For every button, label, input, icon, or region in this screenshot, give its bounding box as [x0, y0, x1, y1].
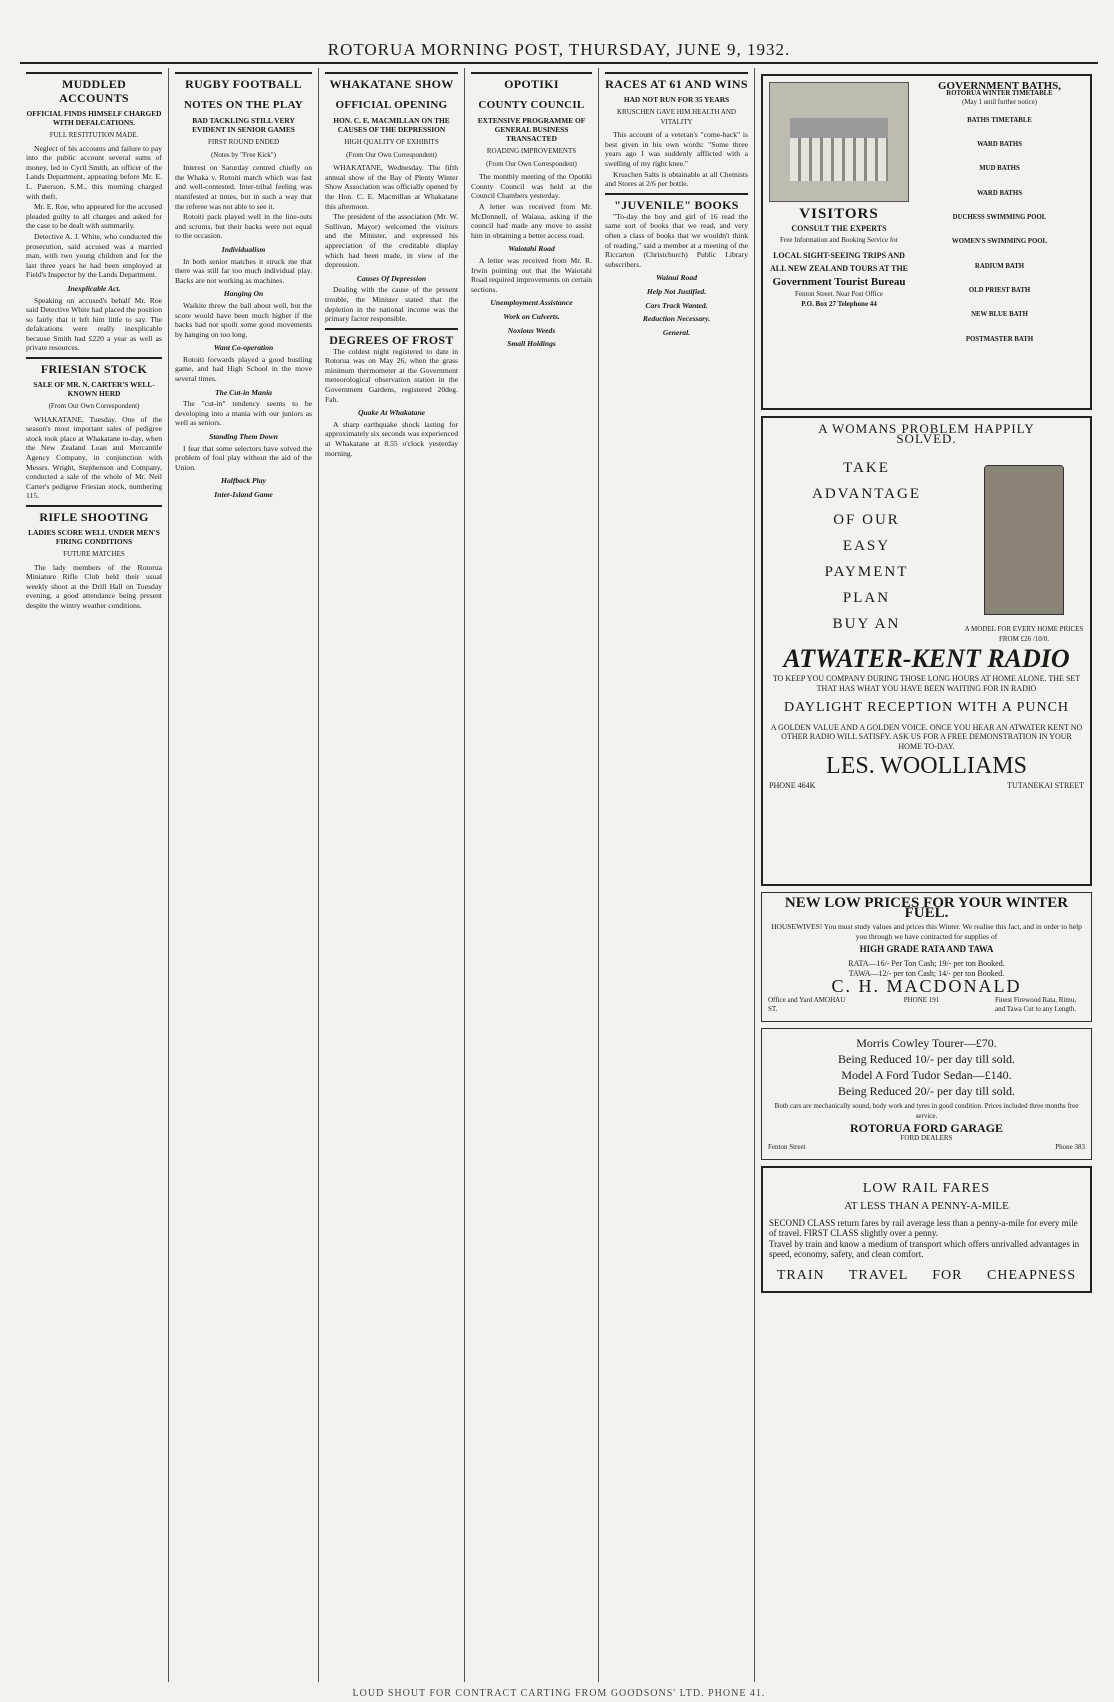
radio-cabinet-image [984, 465, 1064, 615]
section-heading: Waiotahi Road [508, 244, 555, 254]
paragraph: WHAKATANE, Tuesday. One of the season's most important sales of pedigree stock took place at Whakatane to-day, when the New Zealand Loan and Mercantile Agency Company, in conjunction with Messrs. Wright, Stephenson and Company, conducted a sale of the whole of Mr. Neil Carter's pedigree Friesian stock, numbering 115. [26, 414, 162, 501]
firewood-note: Finest Firewood Rata, Rimu, and Tawa Cut to any Length. [995, 995, 1077, 1014]
rail-fares-advertisement [761, 1166, 1092, 1293]
ad-headline: LOW RAIL FARES [862, 1180, 991, 1196]
section-heading: Individualism [221, 244, 266, 254]
ad-text: HIGH GRADE RATA AND TAWA [859, 944, 994, 955]
byline: (From Our Own Correspondent) [486, 159, 577, 168]
subhead: SALE OF MR. N. CARTER'S WELL-KNOWN HERD [33, 380, 155, 399]
section-heading: Work on Culverts. [503, 311, 560, 321]
paragraph: The "cut-in" tendency seems to be developing into a mania with our juniors as well as seniors. [175, 399, 312, 428]
headline: DEGREES OF FROST [325, 328, 458, 347]
paragraph: The monthly meeting of the Opotiki County Council was held at the Council Chambers yesterday. [471, 172, 592, 201]
paragraph: The coldest night registered to date in Rotorua was on May 26, when the grass minimum thermometer at the Government meteorological observation station in the Government Gardens, registered 20deg. Fah. [325, 346, 458, 404]
section-heading: General. [662, 327, 691, 337]
subhead: KRUSCHEN GAVE HIM HEALTH AND VITALITY [616, 108, 736, 126]
ad-line: PLAN [842, 590, 891, 607]
timetable-line: DUCHESS SWIMMING POOL [952, 214, 1047, 222]
section-heading: Quake At Whakatane [357, 408, 426, 418]
merchant-office: Office and Yard AMOHAU ST. [768, 995, 846, 1014]
paragraph: A letter was received from Mr. McDonnell, of Waiaua, asking if the council had made any move to assist him in obtaining a better access road. [471, 201, 592, 240]
paragraph: Interest on Saturday centred chiefly on the Whaka v. Rotoiti match which was fast and well-contested. Inter-tribal feeling was manifested at times, but in such a way that the referee was not able to see it. [175, 163, 312, 211]
subhead: FIRST ROUND ENDED [207, 138, 280, 146]
consult-line: CONSULT THE EXPERTS [791, 223, 887, 233]
brand-name: ATWATER-KENT RADIO [783, 644, 1070, 674]
info-line: Free Information and Booking Service for [780, 236, 898, 245]
merchant-name: C. H. MACDONALD [831, 976, 1022, 997]
bottom-advert-strip: LOUD SHOUT FOR CONTRACT CARTING FROM GOODSONS' LTD. PHONE 41. [352, 1688, 766, 1699]
paragraph: Detective A. J. White, who conducted the prosecution, said accused was a married man, with two young children and for the last three years he had been employed at Field's Inspector by the Lands Department. [26, 231, 162, 280]
masthead [20, 40, 1098, 64]
paragraph: In both senior matches it struck me that there was still far too much individual play. Backs are not working as machines. [175, 256, 312, 285]
section-heading: Hanging On [223, 289, 264, 299]
headline: MUDDLED ACCOUNTS [26, 72, 162, 105]
model-note: A MODEL FOR EVERY HOME PRICES FROM £26 /10/0. [964, 625, 1084, 643]
merchant-phone: PHONE 191 [903, 995, 940, 1004]
bureau-address: Fenton Street. Near Post Office [795, 290, 883, 299]
section-heading: Want Co-operation [213, 343, 274, 353]
ad-line: EASY [842, 538, 891, 555]
section-heading: Causes Of Depression [356, 273, 427, 283]
section-heading: Small Holdings [507, 339, 556, 349]
timetable-line: WOMEN'S SWIMMING POOL [951, 238, 1048, 246]
headline: COUNTY COUNCIL [478, 99, 585, 111]
timetable-line: MUD BATHS [979, 165, 1020, 173]
paragraph: WHAKATANE, Wednesday. The fifth annual show of the Bay of Plenty Winter Show Association was officially opened by the Hon. C. E. Macmillan at Whakatane this afternoon. [325, 163, 458, 211]
section-heading: Noxious Weeds [507, 325, 556, 335]
subhead: BAD TACKLING STILL VERY EVIDENT IN SENIOR GAMES [192, 116, 295, 134]
timetable-line: WARD BATHS [976, 141, 1022, 149]
ad-text: TO KEEP YOU COMPANY DURING THOSE LONG HOURS AT HOME ALONE. THE SET THAT HAS WHAT YOU HAVE BEEN WAITING FOR IN RADIO [772, 673, 1081, 693]
visitors-heading: VISITORS [799, 206, 879, 222]
paragraph: The lady members of the Rotorua Miniature Rifle Club held their usual weekly shoot at the Drill Hall on Tuesday evening, a good attendance being present despite the wintry weather conditions. [26, 562, 162, 610]
price-line: RATA—16/- Per Ton Cash; 19/- per ton Booked. [848, 958, 1005, 968]
headline: OFFICIAL OPENING [335, 99, 448, 111]
subhead: EXTENSIVE PROGRAMME OF GENERAL BUSINESS TRANSACTED [477, 116, 586, 143]
dealer-phone: PHONE 464K [769, 781, 816, 791]
ad-line: BUY AN [832, 616, 901, 633]
paragraph: Waikite threw the ball about well, but the score would have been much higher if the backs had not spoilt some good movements by hanging on too long. [175, 300, 312, 339]
paragraph: A letter was received from Mr. R. Irwin pointing out that the Waiotahi Road required improvements on certain sections. [471, 255, 592, 294]
timetable-line: WARD BATHS [976, 189, 1022, 197]
ad-footer: TRAIN TRAVEL FOR CHEAPNESS [776, 1268, 1077, 1284]
paragraph: "To-day the boy and girl of 16 read the same sort of books that we read, and very often a class of books that we wouldn't think of reading," said a member at a meeting of the Riccarton (Christchurch) Public Library subscribers. [605, 211, 748, 269]
timetable-line: NEW BLUE BATH [971, 311, 1028, 319]
section-heading: Inter-Island Game [214, 490, 273, 499]
car-offer: Being Reduced 10/- per day till sold. [838, 1051, 1015, 1066]
paragraph: I fear that some selectors have solved the problem of foul play without the aid of the Union. [175, 443, 312, 472]
winter-fuel-advertisement [761, 892, 1092, 1022]
baths-advertisement [761, 74, 1092, 410]
dealer-street: TUTANEKAI STREET [1007, 781, 1084, 791]
atwater-kent-advertisement [761, 416, 1092, 886]
headline: WHAKATANE SHOW [325, 72, 458, 91]
paragraph: Kruschen Salts is obtainable at all Chemists and Stores at 2/6 per bottle. [605, 169, 748, 189]
garage-type: FORD DEALERS [900, 1133, 953, 1142]
ad-headline: NEW LOW PRICES FOR YOUR WINTER FUEL. [784, 895, 1069, 921]
paragraph: Neglect of his accounts and failure to pay into the public account several sums of money, led to Cyril Smith, an officer of the Lands Department, appearing before Mr. E. L. Paterson, S.M., this morning charged with theft. [26, 143, 162, 201]
ad-subheadline: AT LESS THAN A PENNY-A-MILE [844, 1199, 1009, 1212]
advertisement-column [754, 68, 1098, 1682]
paragraph: Mr. E. Roe, who appeared for the accused pleaded guilty to all charges and asked for the case to be dealt with summarily. [26, 202, 162, 231]
timetable-line: OLD PRIEST BATH [968, 286, 1031, 294]
paragraph: Dealing with the cause of the present trouble, the Minister stated that the depletion in the national income was the primary factor responsible. [325, 285, 458, 324]
subhead: OFFICIAL FINDS HIMSELF CHARGED WITH DEFALCATIONS. [26, 109, 162, 127]
column-muddled-accounts [20, 68, 168, 1682]
ad-text: Travel by train and know a medium of transport which offers unrivalled advantages in speed, economy, safety, and clean comfort. [769, 1239, 1080, 1259]
headline: OPOTIKI [471, 72, 592, 91]
bath-timetable [915, 82, 1084, 402]
timetable-line: BATHS TIMETABLE [967, 116, 1032, 124]
price-line: TAWA—12/- per ton Cash; 14/- per ton Booked. [848, 968, 1005, 978]
subhead: (From Our Own Correspondent) [48, 402, 140, 411]
bureau-name: Government Tourist Bureau [772, 275, 906, 288]
section-heading: Inexplicable Act. [67, 283, 121, 293]
timetable-line: POSTMASTER BATH [965, 335, 1034, 343]
paragraph: Rotoiti forwards played a good bustling game, and had High School in the move several times. [175, 354, 312, 384]
subhead: FULL RESTITUTION MADE. [49, 131, 139, 139]
subhead: HIGH QUALITY OF EXHIBITS [344, 138, 439, 146]
garage-phone: Phone 383 [1055, 1143, 1085, 1152]
column-rugby-football [168, 68, 318, 1682]
section-heading: The Cut-in Mania [215, 387, 272, 397]
garage-name: ROTORUA FORD GARAGE [849, 1121, 1004, 1136]
section-heading: Halfback Play [221, 476, 266, 486]
car-offer: Being Reduced 20/- per day till sold. [838, 1083, 1015, 1098]
headline: RACES AT 61 AND WINS [605, 72, 748, 91]
paragraph: A sharp earthquake shock lasting for approximately six seconds was experienced at Whakatane at 8.55 o'clock yesterday morning. [325, 419, 458, 458]
ad-text: SECOND CLASS return fares by rail average less than a penny-a-mile for every mile of travel. FIRST CLASS slightly over a penny. [769, 1218, 1078, 1238]
section-heading: Help Not Justified. [646, 286, 707, 296]
paragraph: Rotoiti pack played well in the line-outs and scrums, but their backs were not equal to the occasion. [175, 212, 312, 241]
byline: (Notes by "Free Kick") [210, 150, 276, 159]
dealer-name: LES. WOOLLIAMS [826, 752, 1027, 779]
subhead: HON. C. E. MACMILLAN ON THE CAUSES OF THE DEPRESSION [333, 116, 450, 134]
headline: "JUVENILE" BOOKS [605, 193, 748, 212]
subhead: HAD NOT RUN FOR 35 YEARS [623, 95, 730, 104]
bath-house-image [769, 82, 909, 202]
timetable-note: (May 1 until further notice) [962, 98, 1037, 106]
bureau-contact: P.O. Box 27 Telephone 44 [801, 299, 877, 308]
section-heading: Cars Track Wanted. [645, 300, 708, 310]
tours-line: LOCAL SIGHT-SEEING TRIPS AND ALL NEW ZEALAND TOURS AT THE [769, 250, 909, 273]
subhead: ROADING IMPROVEMENTS [486, 147, 577, 155]
ad-line: TAKE [843, 460, 890, 477]
byline: (From Our Own Correspondent) [346, 150, 437, 159]
timetable-line: RADIUM BATH [974, 262, 1025, 270]
ad-line: OF OUR [833, 512, 900, 529]
subhead: FUTURE MATCHES [63, 550, 125, 558]
section-heading: Standing Them Down [209, 432, 278, 442]
timetable-subtitle: ROTORUA WINTER TIMETABLE [946, 90, 1053, 98]
ad-headline: A WOMANS PROBLEM HAPPILY SOLVED. [818, 421, 1035, 446]
headline: NOTES ON THE PLAY [183, 99, 304, 111]
column-races-at-61 [598, 68, 754, 1682]
subhead: LADIES SCORE WELL UNDER MEN'S FIRING CONDITIONS [28, 528, 160, 546]
ad-slogan: DAYLIGHT RECEPTION WITH A PUNCH [783, 700, 1070, 716]
baths-title: GOVERNMENT BATHS, [937, 80, 1062, 92]
ad-line: PAYMENT [824, 564, 909, 581]
ad-text: Both cars are mechanically sound, body work and tyres in good condition. Prices included three months free service. [774, 1101, 1079, 1120]
paragraph: Speaking on accused's behalf Mr. Roe said Detective White had placed the position so fairly that it left him little to say. The defalcations were really inexplicable because Smith had £220 a year as well as private resources. [26, 295, 162, 353]
section-heading: Wainui Road [655, 273, 697, 283]
section-heading: Reduction Necessary. [642, 314, 711, 324]
ad-line: ADVANTAGE [811, 486, 922, 503]
ford-garage-advertisement [761, 1028, 1092, 1160]
headline: RUGBY FOOTBALL [175, 72, 312, 91]
ad-text: HOUSEWIVES! You must study values and prices this Winter. We realise this fact, and in order to help you through we have contracted for supplies of [771, 922, 1082, 941]
ad-text: A GOLDEN VALUE AND A GOLDEN VOICE. ONCE YOU HEAR AN ATWATER KENT NO OTHER RADIO WILL SATISFY. ASK US FOR A FREE DEMONSTRATION IN YOUR HOME TO-DAY. [770, 722, 1083, 751]
garage-address: Fenton Street [768, 1143, 806, 1152]
column-opotiki [464, 68, 598, 1682]
column-whakatane-show [318, 68, 464, 1682]
car-offer: Model A Ford Tudor Sedan—£140. [841, 1067, 1012, 1082]
paragraph: This account of a veteran's "come-back" is best given in his own words: "Some three years ago I was suddenly afflicted with a swelling of my right knee." [605, 130, 748, 168]
headline: FRIESIAN STOCK [26, 357, 162, 376]
section-heading: Unemployment Assistance [490, 298, 573, 308]
car-offer: Morris Cowley Tourer—£70. [856, 1035, 997, 1050]
paragraph: The president of the association (Mr. W. Sullivan, Mayor) welcomed the visitors and the Minister, and expressed his appreciation of the creditable display which had been made, in view of the depression. [325, 212, 458, 270]
masthead-title: ROTORUA MORNING POST, THURSDAY, JUNE 9, 1932. [327, 40, 791, 59]
headline: RIFLE SHOOTING [26, 505, 162, 524]
